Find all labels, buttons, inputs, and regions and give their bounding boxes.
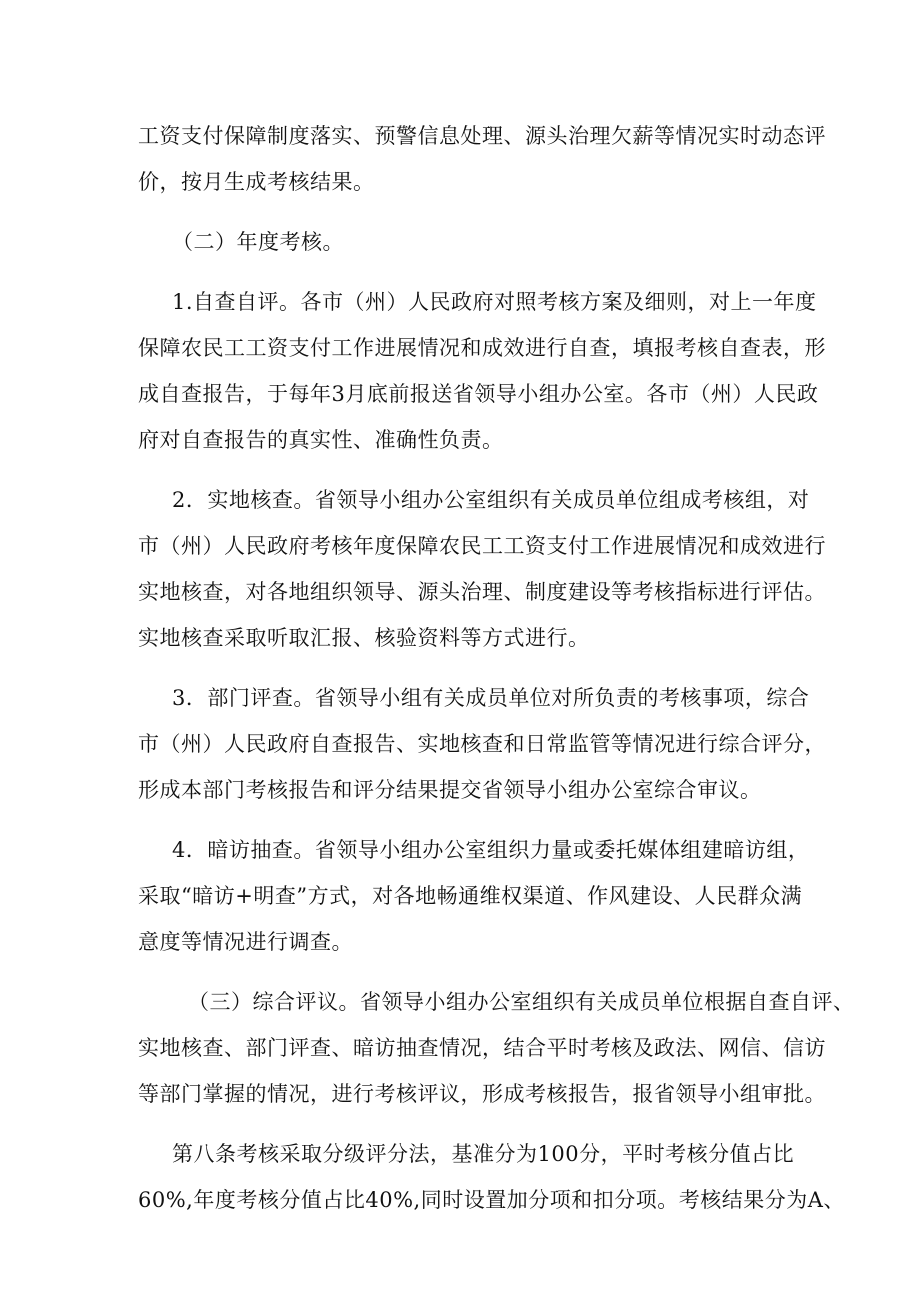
department-review-line-2: 市（州）人民政府自查报告、实地核查和日常监管等情况进行综合评分， xyxy=(138,732,826,756)
field-verification-line-3: 实地核查，对各地组织领导、源头治理、制度建设等考核指标进行评估。 xyxy=(138,580,826,604)
department-review-line-3: 形成本部门考核报告和评分结果提交省领导小组办公室综合审议。 xyxy=(138,778,762,802)
spot-check-line-1: 4．暗访抽查。省领导小组办公室组织力量或委托媒体组建暗访组， xyxy=(172,838,810,862)
field-verification-line-2: 市（州）人民政府考核年度保障农民工工资支付工作进展情况和成效进行 xyxy=(138,534,826,558)
spot-check-line-3: 意度等情况进行调查。 xyxy=(138,930,353,954)
department-review-line-1: 3．部门评查。省领导小组有关成员单位对所负责的考核事项，综合 xyxy=(172,686,810,710)
field-verification-line-1: 2．实地核查。省领导小组办公室组织有关成员单位组成考核组，对 xyxy=(172,488,810,512)
article-eight-line-1: 第八条考核采取分级评分法，基准分为100分，平时考核分值占比 xyxy=(172,1142,795,1166)
self-assessment-line-1: 1.自查自评。各市（州）人民政府对照考核方案及细则，对上一年度 xyxy=(172,290,817,314)
section-heading-annual-review: （二）年度考核。 xyxy=(172,230,344,254)
comprehensive-review-line-3: 等部门掌握的情况，进行考核评议，形成考核报告，报省领导小组审批。 xyxy=(138,1082,826,1106)
article-eight-line-2: 60%,年度考核分值占比40%,同时设置加分项和扣分项。考核结果分为A、 xyxy=(138,1188,845,1212)
document-body xyxy=(138,113,855,1223)
field-verification-line-4: 实地核查采取听取汇报、核验资料等方式进行。 xyxy=(138,626,590,650)
paragraph-line-2: 价，按月生成考核结果。 xyxy=(138,170,375,194)
comprehensive-review-line-1: （三）综合评议。省领导小组办公室组织有关成员单位根据自查自评、 xyxy=(188,990,855,1014)
comprehensive-review-line-2: 实地核查、部门评查、暗访抽查情况，结合平时考核及政法、网信、信访 xyxy=(138,1036,826,1060)
self-assessment-line-4: 府对自查报告的真实性、准确性负责。 xyxy=(138,428,504,452)
self-assessment-line-3: 成自查报告，于每年3月底前报送省领导小组办公室。各市（州）人民政 xyxy=(138,382,819,406)
self-assessment-line-2: 保障农民工工资支付工作进展情况和成效进行自查，填报考核自查表，形 xyxy=(138,336,826,360)
spot-check-line-2: 采取“暗访+明查”方式，对各地畅通维权渠道、作风建设、人民群众满 xyxy=(138,884,803,908)
paragraph-line-1: 工资支付保障制度落实、预警信息处理、源头治理欠薪等情况实时动态评 xyxy=(138,124,826,148)
